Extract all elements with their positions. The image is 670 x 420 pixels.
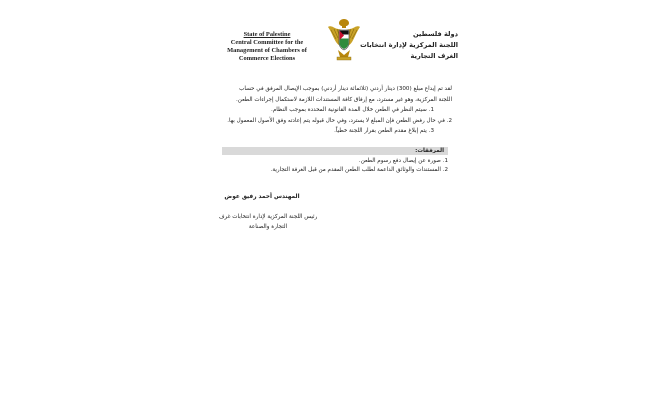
arabic-letterhead	[360, 29, 458, 62]
letterhead-en-line: State of Palestine	[243, 31, 291, 38]
letterhead-en-line: Management of Chambers of	[227, 47, 307, 54]
body-line: 3. يتم إبلاغ مقدم الطعن بقرار اللجنة خطياً.	[334, 128, 434, 134]
body-line: اللجنة المركزية، وهو غير مسترد، مع إرفاق كافة المستندات اللازمة لاستكمال إجراءات الطعن.	[236, 96, 452, 103]
letter-body	[222, 84, 452, 137]
attachments-list	[270, 157, 448, 174]
signatory-name: المهندس أحمد رفيق عوض	[224, 194, 300, 200]
letterhead-ar-line: الغرف التجارية	[410, 52, 458, 60]
letterhead-en-line: Commerce Elections	[238, 55, 296, 62]
body-line: 1. سيتم النظر في الطعن خلال المدة القانونية المحددة بموجب النظام.	[271, 107, 434, 113]
signatory-title	[208, 212, 328, 232]
letterhead-en-line: Central Committee for the	[230, 39, 304, 46]
attachment-item: 1. صورة عن إيصال دفع رسوم الطعن.	[358, 158, 448, 164]
signatory-title-line: رئيس اللجنة المركزية لإدارة انتخابات غرف	[218, 214, 318, 220]
english-letterhead	[222, 31, 312, 63]
letterhead-ar-line: دولة فلسطين	[412, 30, 458, 38]
body-line: لقد تم إيداع مبلغ (300) دينار أردني (ثلاثمائة دينار أردني) بموجب الإيصال المرفق في حساب	[239, 86, 452, 92]
letterhead-ar-line: اللجنة المركزية لإدارة انتخابات	[360, 41, 458, 49]
palestine-eagle-emblem-icon	[327, 15, 361, 65]
attachments-heading: المرفقات:	[222, 147, 448, 155]
signatory-title-line: التجارة والصناعة	[248, 224, 288, 230]
body-line: 2. في حال رفض الطعن فإن المبلغ لا يسترد، وفي حال قبوله يتم إعادته وفق الأصول المعمول بها.	[227, 117, 452, 124]
attachment-item: 2. المستندات والوثائق الداعمة لطلب الطعن المقدم من قبل الغرفة التجارية.	[270, 166, 448, 173]
